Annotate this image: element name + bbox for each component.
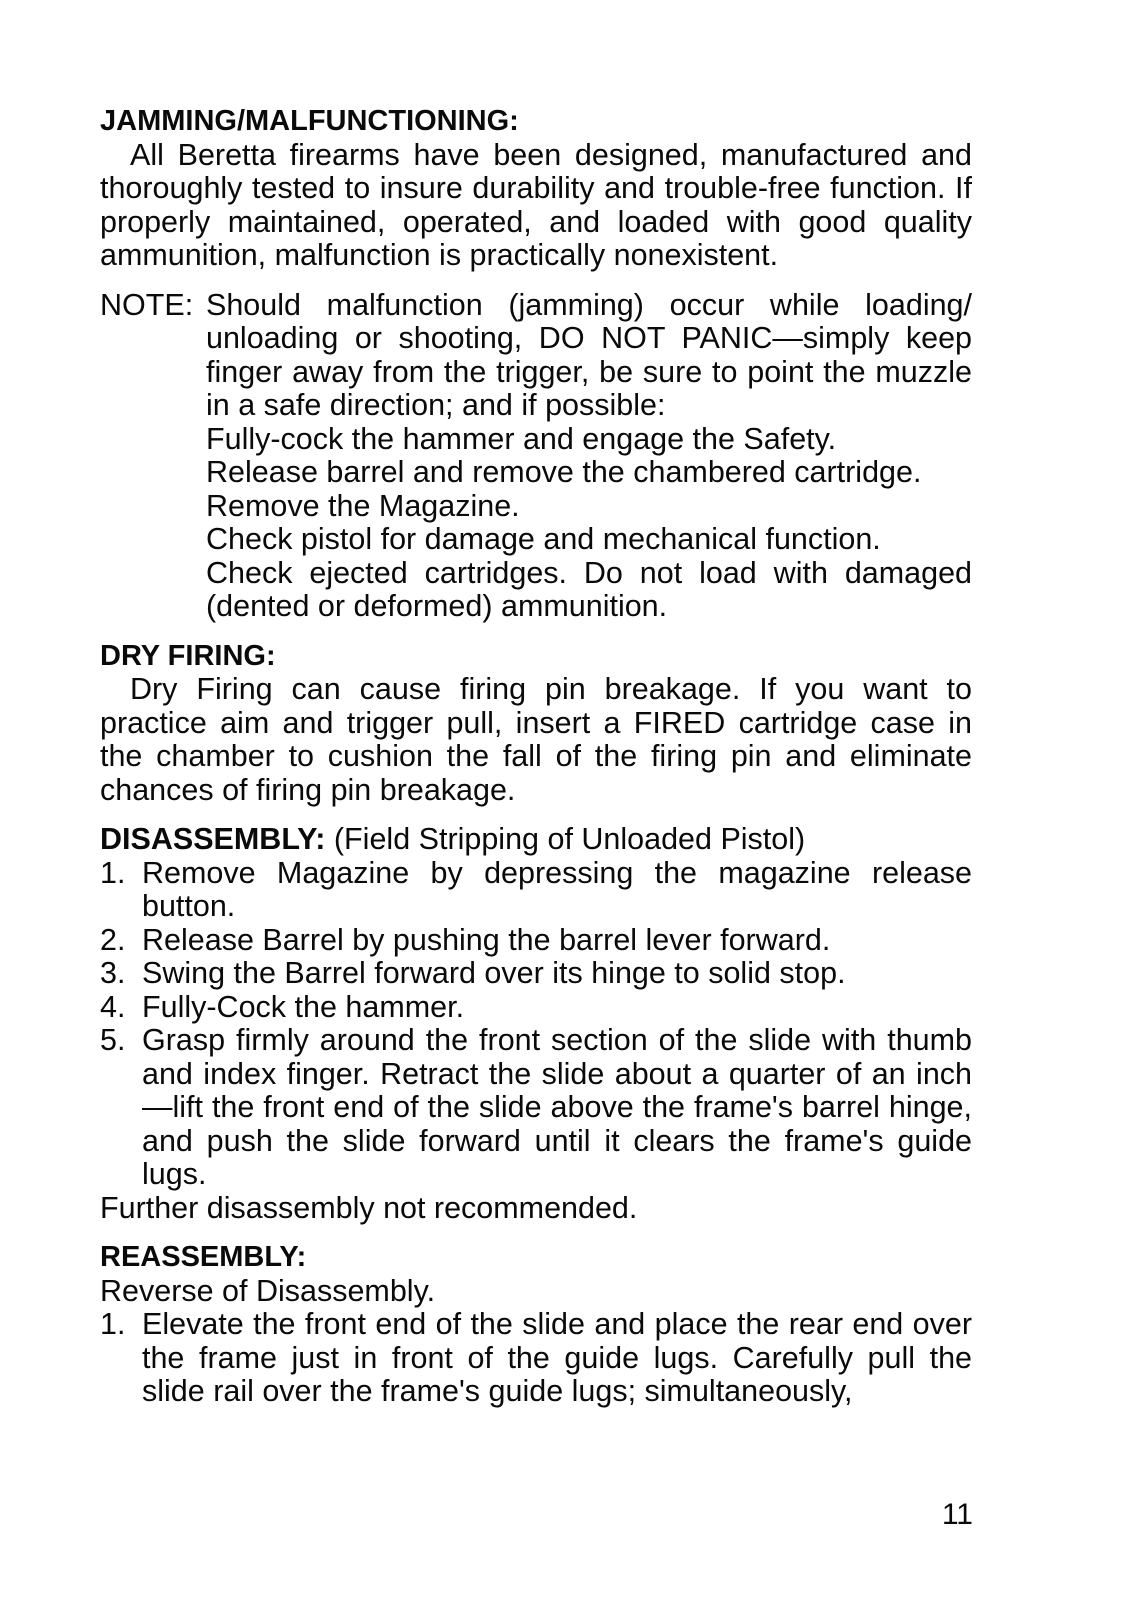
step-number: 1. (100, 1307, 126, 1341)
page-number: 11 (941, 1498, 973, 1531)
jamming-section (100, 105, 972, 624)
list-item (100, 1308, 972, 1409)
disassembly-heading: DISASSEMBLY: (100, 822, 326, 856)
step-number: 2. (100, 922, 126, 957)
list-item (100, 857, 972, 924)
list-item (100, 924, 972, 958)
note-step: Release barrel and remove the chambered cartridge. (206, 455, 922, 489)
note-body (206, 289, 972, 624)
list-item (100, 1024, 972, 1192)
jamming-note (100, 289, 972, 624)
disassembly-footer: Further disassembly not recommended. (100, 1190, 638, 1225)
manual-page (100, 105, 972, 1409)
reassembly-section (100, 1241, 972, 1409)
reassembly-heading: REASSEMBLY: (100, 1241, 307, 1273)
step-text: Elevate the front end of the slide and place the rear end over the frame just in front of the guide lugs. Carefully pull the slide rail over the frame's guide lugs; simultaneously, (142, 1307, 972, 1408)
disassembly-steps (100, 857, 972, 1192)
note-label: NOTE: (100, 287, 194, 322)
jamming-heading: JAMMING/MALFUNCTIONING: (100, 105, 519, 137)
step-number: 3. (100, 956, 126, 990)
step-number: 4. (100, 989, 126, 1024)
note-step: Check ejected cartridges. Do not load with damaged (dented or deformed) ammunition. (206, 555, 972, 623)
step-number: 1. (100, 855, 126, 890)
list-item (100, 991, 972, 1025)
disassembly-section (100, 823, 972, 1225)
step-number: 5. (100, 1023, 126, 1057)
note-step: Check pistol for damage and mechanical function. (206, 522, 881, 556)
jamming-body: All Beretta firearms have been designed, manufactured and thoroughly tested to insure durability and trouble-free function. If properly maintained, operated, and loaded with good quality ammunition, malfunction is practically nonexistent. (100, 137, 972, 272)
reassembly-intro: Reverse of Disassembly. (100, 1273, 436, 1308)
disassembly-subtitle: (Field Stripping of Unloaded Pistol) (333, 822, 806, 856)
note-intro: Should malfunction (jamming) occur while loading/ unloading or shooting, DO NOT PANIC—simply keep finger away from the trigger, be sure to point the muzzle in a safe direction; and if possible: (206, 287, 972, 422)
note-step: Remove the Magazine. (206, 488, 520, 523)
dry-firing-heading: DRY FIRING: (100, 639, 276, 672)
note-step: Fully-cock the hammer and engage the Safety. (206, 421, 837, 456)
step-text: Fully-Cock the hammer. (142, 989, 465, 1024)
reassembly-steps (100, 1308, 972, 1409)
list-item (100, 957, 972, 991)
dry-firing-body: Dry Firing can cause firing pin breakage. If you want to practice aim and trigger pull, insert a FIRED cartridge case in the chamber to cushion the fall of the firing pin and eliminate chances of firing pin breakage. (100, 672, 972, 807)
dry-firing-section (100, 640, 972, 808)
step-text: Grasp firmly around the front section of the slide with thumb and index finger. Retract the slide about a quarter of an inch—lift the front end of the slide above the frame's barrel hinge, and push the slide forward until it clears the frame's guide lugs. (142, 1023, 972, 1191)
step-text: Release Barrel by pushing the barrel lever forward. (142, 922, 831, 957)
step-text: Swing the Barrel forward over its hinge to solid stop. (142, 956, 846, 990)
disassembly-title-line (100, 823, 972, 857)
step-text: Remove Magazine by depressing the magazine release button. (142, 855, 972, 923)
